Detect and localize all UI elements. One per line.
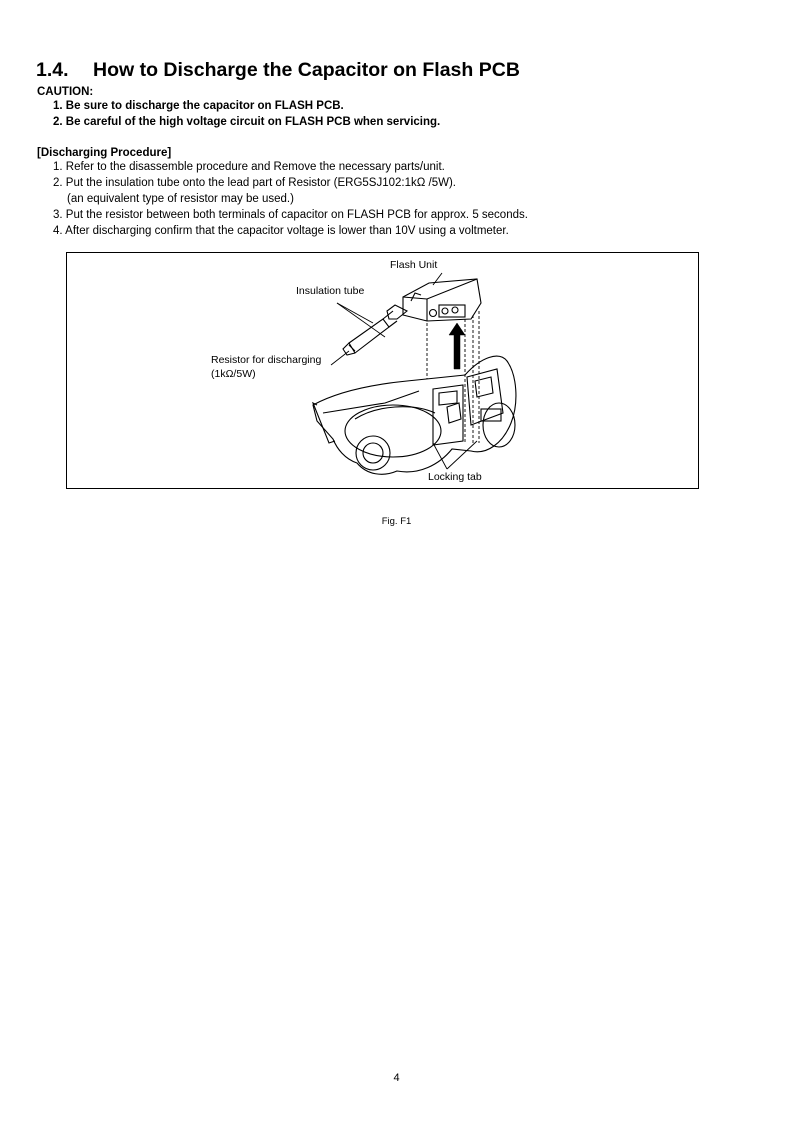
flash-unit-illustration	[67, 253, 700, 490]
procedure-list	[53, 159, 528, 239]
section-title: How to Discharge the Capacitor on Flash PCB	[93, 59, 520, 81]
procedure-step: 3. Put the resistor between both terminals of capacitor on FLASH PCB for approx. 5 seconds.	[53, 209, 528, 221]
figure-caption: Fig. F1	[381, 516, 412, 527]
section-number: 1.4.	[36, 59, 69, 81]
flash-unit-label: Flash Unit	[390, 259, 438, 271]
figure-frame	[66, 252, 699, 489]
section-heading	[36, 59, 520, 82]
insulation-tube-label: Insulation tube	[296, 285, 365, 297]
procedure-title: [Discharging Procedure]	[37, 147, 172, 159]
caution-item: 2. Be careful of the high voltage circuit on FLASH PCB when servicing.	[53, 116, 441, 128]
caution-label: CAUTION:	[37, 86, 94, 98]
procedure-step: 1. Refer to the disassemble procedure and Remove the necessary parts/unit.	[53, 161, 445, 173]
resistor-label-line1: Resistor for discharging	[211, 354, 322, 366]
locking-tab-label: Locking tab	[428, 471, 482, 483]
caution-list	[53, 98, 440, 130]
page-number: 4	[393, 1072, 400, 1084]
resistor-label-line2: (1kΩ/5W)	[211, 368, 256, 380]
procedure-step: 2. Put the insulation tube onto the lead part of Resistor (ERG5SJ102:1kΩ /5W).	[53, 177, 457, 189]
arrow-up-icon	[449, 323, 465, 369]
caution-item: 1. Be sure to discharge the capacitor on FLASH PCB.	[53, 100, 344, 112]
procedure-step-note: (an equivalent type of resistor may be used.)	[67, 193, 294, 205]
procedure-step: 4. After discharging confirm that the capacitor voltage is lower than 10V using a voltmeter.	[53, 225, 509, 237]
